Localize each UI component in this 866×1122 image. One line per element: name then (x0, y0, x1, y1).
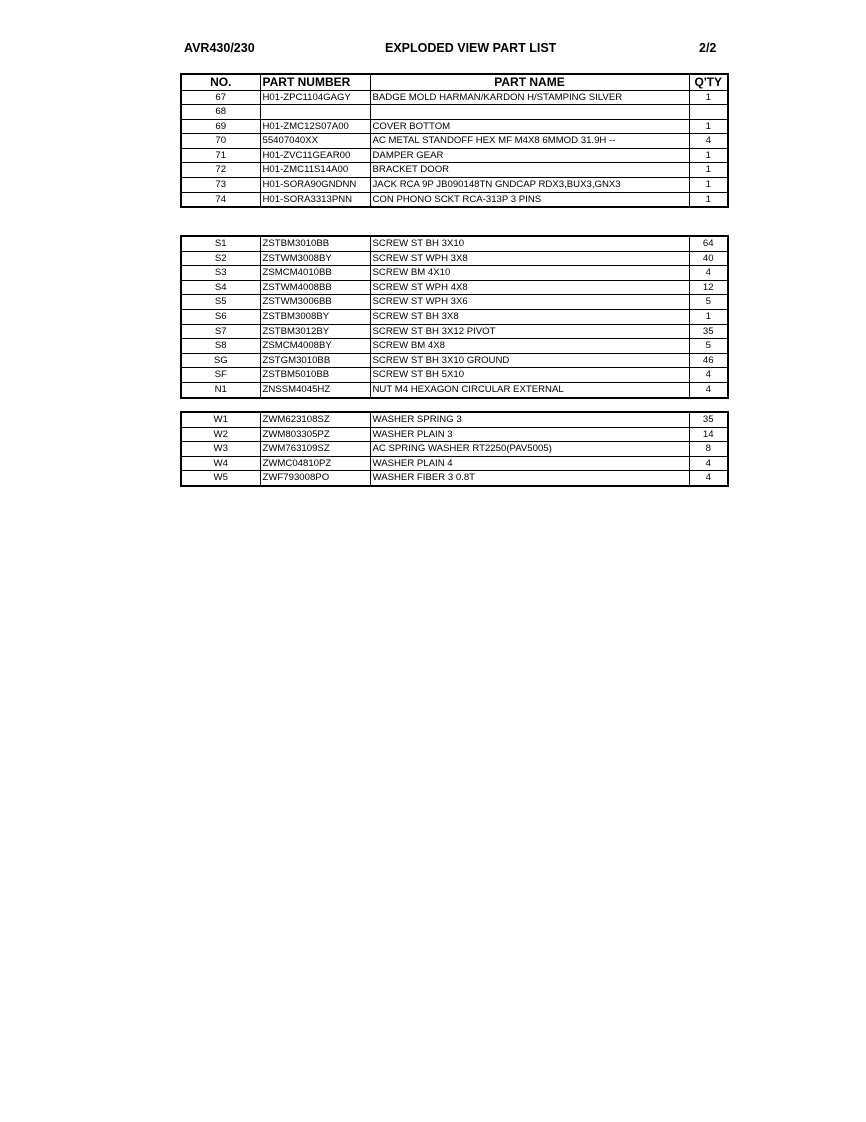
column-header-part-number: PART NUMBER (260, 74, 370, 90)
cell-part-number: ZWF793008PO (260, 471, 370, 486)
washer-row (181, 456, 728, 471)
cell-no: SG (181, 353, 260, 368)
cell-qty (689, 105, 728, 120)
cell-part-name: WASHER PLAIN 3 (370, 427, 689, 442)
washer-row (181, 442, 728, 457)
cell-part-number: ZSTBM3010BB (260, 236, 370, 251)
cell-no: 73 (181, 178, 260, 193)
cell-qty: 4 (689, 456, 728, 471)
main-part-row (181, 105, 728, 120)
page-title: EXPLODED VIEW PART LIST (385, 41, 557, 55)
cell-no: 70 (181, 134, 260, 149)
model-name: AVR430/230 (184, 41, 255, 55)
cell-part-number: ZWM623108SZ (260, 412, 370, 427)
cell-part-name: WASHER SPRING 3 (370, 412, 689, 427)
cell-part-number (260, 105, 370, 120)
main-part-row (181, 90, 728, 105)
cell-no: S8 (181, 339, 260, 354)
cell-part-name: NUT M4 HEXAGON CIRCULAR EXTERNAL (370, 382, 689, 397)
cell-part-name: BRACKET DOOR (370, 163, 689, 178)
cell-part-number: H01-ZMC12S07A00 (260, 119, 370, 134)
cell-part-number: ZSMCM4008BY (260, 339, 370, 354)
cell-no: 74 (181, 192, 260, 207)
cell-no: SF (181, 368, 260, 383)
cell-part-number: ZNSSM4045HZ (260, 382, 370, 397)
cell-qty: 1 (689, 90, 728, 105)
cell-qty: 1 (689, 309, 728, 324)
cell-no: 69 (181, 119, 260, 134)
washers-table (180, 411, 729, 487)
cell-qty: 8 (689, 442, 728, 457)
cell-part-number: ZSMCM4010BB (260, 266, 370, 281)
main-part-row (181, 192, 728, 207)
cell-no: 67 (181, 90, 260, 105)
cell-no: W2 (181, 427, 260, 442)
main-part-row (181, 163, 728, 178)
cell-part-number: ZSTWM3006BB (260, 295, 370, 310)
cell-no: S2 (181, 251, 260, 266)
cell-part-name (370, 105, 689, 120)
cell-qty: 40 (689, 251, 728, 266)
main-part-row (181, 148, 728, 163)
cell-no: W1 (181, 412, 260, 427)
screw-row (181, 266, 728, 281)
cell-no: S5 (181, 295, 260, 310)
screws-table (180, 235, 729, 399)
cell-part-name: SCREW BM 4X10 (370, 266, 689, 281)
cell-qty: 5 (689, 295, 728, 310)
cell-qty: 1 (689, 148, 728, 163)
screw-row (181, 309, 728, 324)
cell-part-name: SCREW ST WPH 4X8 (370, 280, 689, 295)
cell-no: 68 (181, 105, 260, 120)
cell-part-name: JACK RCA 9P JB090148TN GNDCAP RDX3,BUX3,GNX3 (370, 178, 689, 193)
washer-row (181, 427, 728, 442)
cell-part-number: H01-SORA90GNDNN (260, 178, 370, 193)
cell-qty: 1 (689, 178, 728, 193)
column-header-part-name: PART NAME (370, 74, 689, 90)
cell-part-name: WASHER FIBER 3 0.8T (370, 471, 689, 486)
cell-part-number: ZWM763109SZ (260, 442, 370, 457)
screw-row (181, 368, 728, 383)
cell-part-name: BADGE MOLD HARMAN/KARDON H/STAMPING SILVER (370, 90, 689, 105)
cell-part-number: ZSTWM4008BB (260, 280, 370, 295)
cell-qty: 1 (689, 119, 728, 134)
cell-qty: 4 (689, 266, 728, 281)
main-parts-table (180, 73, 729, 208)
cell-part-number: H01-ZMC11S14A00 (260, 163, 370, 178)
cell-part-number: ZSTBM3008BY (260, 309, 370, 324)
cell-part-number: ZSTBM5010BB (260, 368, 370, 383)
cell-no: 72 (181, 163, 260, 178)
cell-part-name: SCREW ST BH 3X10 GROUND (370, 353, 689, 368)
cell-qty: 12 (689, 280, 728, 295)
cell-part-name: AC SPRING WASHER RT2250(PAV5005) (370, 442, 689, 457)
table-header-row (181, 74, 728, 90)
cell-no: S6 (181, 309, 260, 324)
main-part-row (181, 119, 728, 134)
washer-row (181, 412, 728, 427)
screw-row (181, 251, 728, 266)
cell-part-number: ZSTGM3010BB (260, 353, 370, 368)
cell-no: S1 (181, 236, 260, 251)
cell-no: S7 (181, 324, 260, 339)
cell-part-number: H01-ZPC1104GAGY (260, 90, 370, 105)
cell-part-name: SCREW ST WPH 3X8 (370, 251, 689, 266)
cell-qty: 35 (689, 324, 728, 339)
cell-qty: 5 (689, 339, 728, 354)
cell-qty: 1 (689, 163, 728, 178)
cell-qty: 4 (689, 134, 728, 149)
cell-part-number: ZWM803305PZ (260, 427, 370, 442)
screw-row (181, 353, 728, 368)
cell-qty: 46 (689, 353, 728, 368)
cell-no: S3 (181, 266, 260, 281)
main-part-row (181, 134, 728, 149)
cell-part-name: WASHER PLAIN 4 (370, 456, 689, 471)
cell-qty: 4 (689, 471, 728, 486)
cell-qty: 4 (689, 382, 728, 397)
cell-qty: 14 (689, 427, 728, 442)
cell-part-name: SCREW ST BH 3X12 PIVOT (370, 324, 689, 339)
main-part-row (181, 178, 728, 193)
cell-no: W4 (181, 456, 260, 471)
screw-row (181, 236, 728, 251)
cell-no: W3 (181, 442, 260, 457)
washer-row (181, 471, 728, 486)
page-number: 2/2 (699, 41, 717, 55)
screw-row (181, 324, 728, 339)
cell-part-name: CON PHONO SCKT RCA-313P 3 PINS (370, 192, 689, 207)
cell-part-name: AC METAL STANDOFF HEX MF M4X8 6MMOD 31.9H -- (370, 134, 689, 149)
cell-no: S4 (181, 280, 260, 295)
cell-part-name: SCREW ST WPH 3X6 (370, 295, 689, 310)
screw-row (181, 339, 728, 354)
screw-row (181, 280, 728, 295)
cell-no: 71 (181, 148, 260, 163)
cell-part-number: 55407040XX (260, 134, 370, 149)
cell-part-name: SCREW BM 4X8 (370, 339, 689, 354)
cell-qty: 4 (689, 368, 728, 383)
cell-qty: 35 (689, 412, 728, 427)
cell-part-name: DAMPER GEAR (370, 148, 689, 163)
column-header-no: NO. (181, 74, 260, 90)
screw-row (181, 295, 728, 310)
cell-part-number: H01-SORA3313PNN (260, 192, 370, 207)
cell-part-name: COVER BOTTOM (370, 119, 689, 134)
cell-part-number: ZWMC04810PZ (260, 456, 370, 471)
cell-qty: 64 (689, 236, 728, 251)
cell-part-number: ZSTWM3008BY (260, 251, 370, 266)
screw-row (181, 382, 728, 397)
cell-part-number: H01-ZVC11GEAR00 (260, 148, 370, 163)
cell-part-number: ZSTBM3012BY (260, 324, 370, 339)
cell-qty: 1 (689, 192, 728, 207)
cell-no: W5 (181, 471, 260, 486)
column-header-qty: Q'TY (689, 74, 728, 90)
cell-part-name: SCREW ST BH 3X10 (370, 236, 689, 251)
cell-no: N1 (181, 382, 260, 397)
cell-part-name: SCREW ST BH 5X10 (370, 368, 689, 383)
cell-part-name: SCREW ST BH 3X8 (370, 309, 689, 324)
